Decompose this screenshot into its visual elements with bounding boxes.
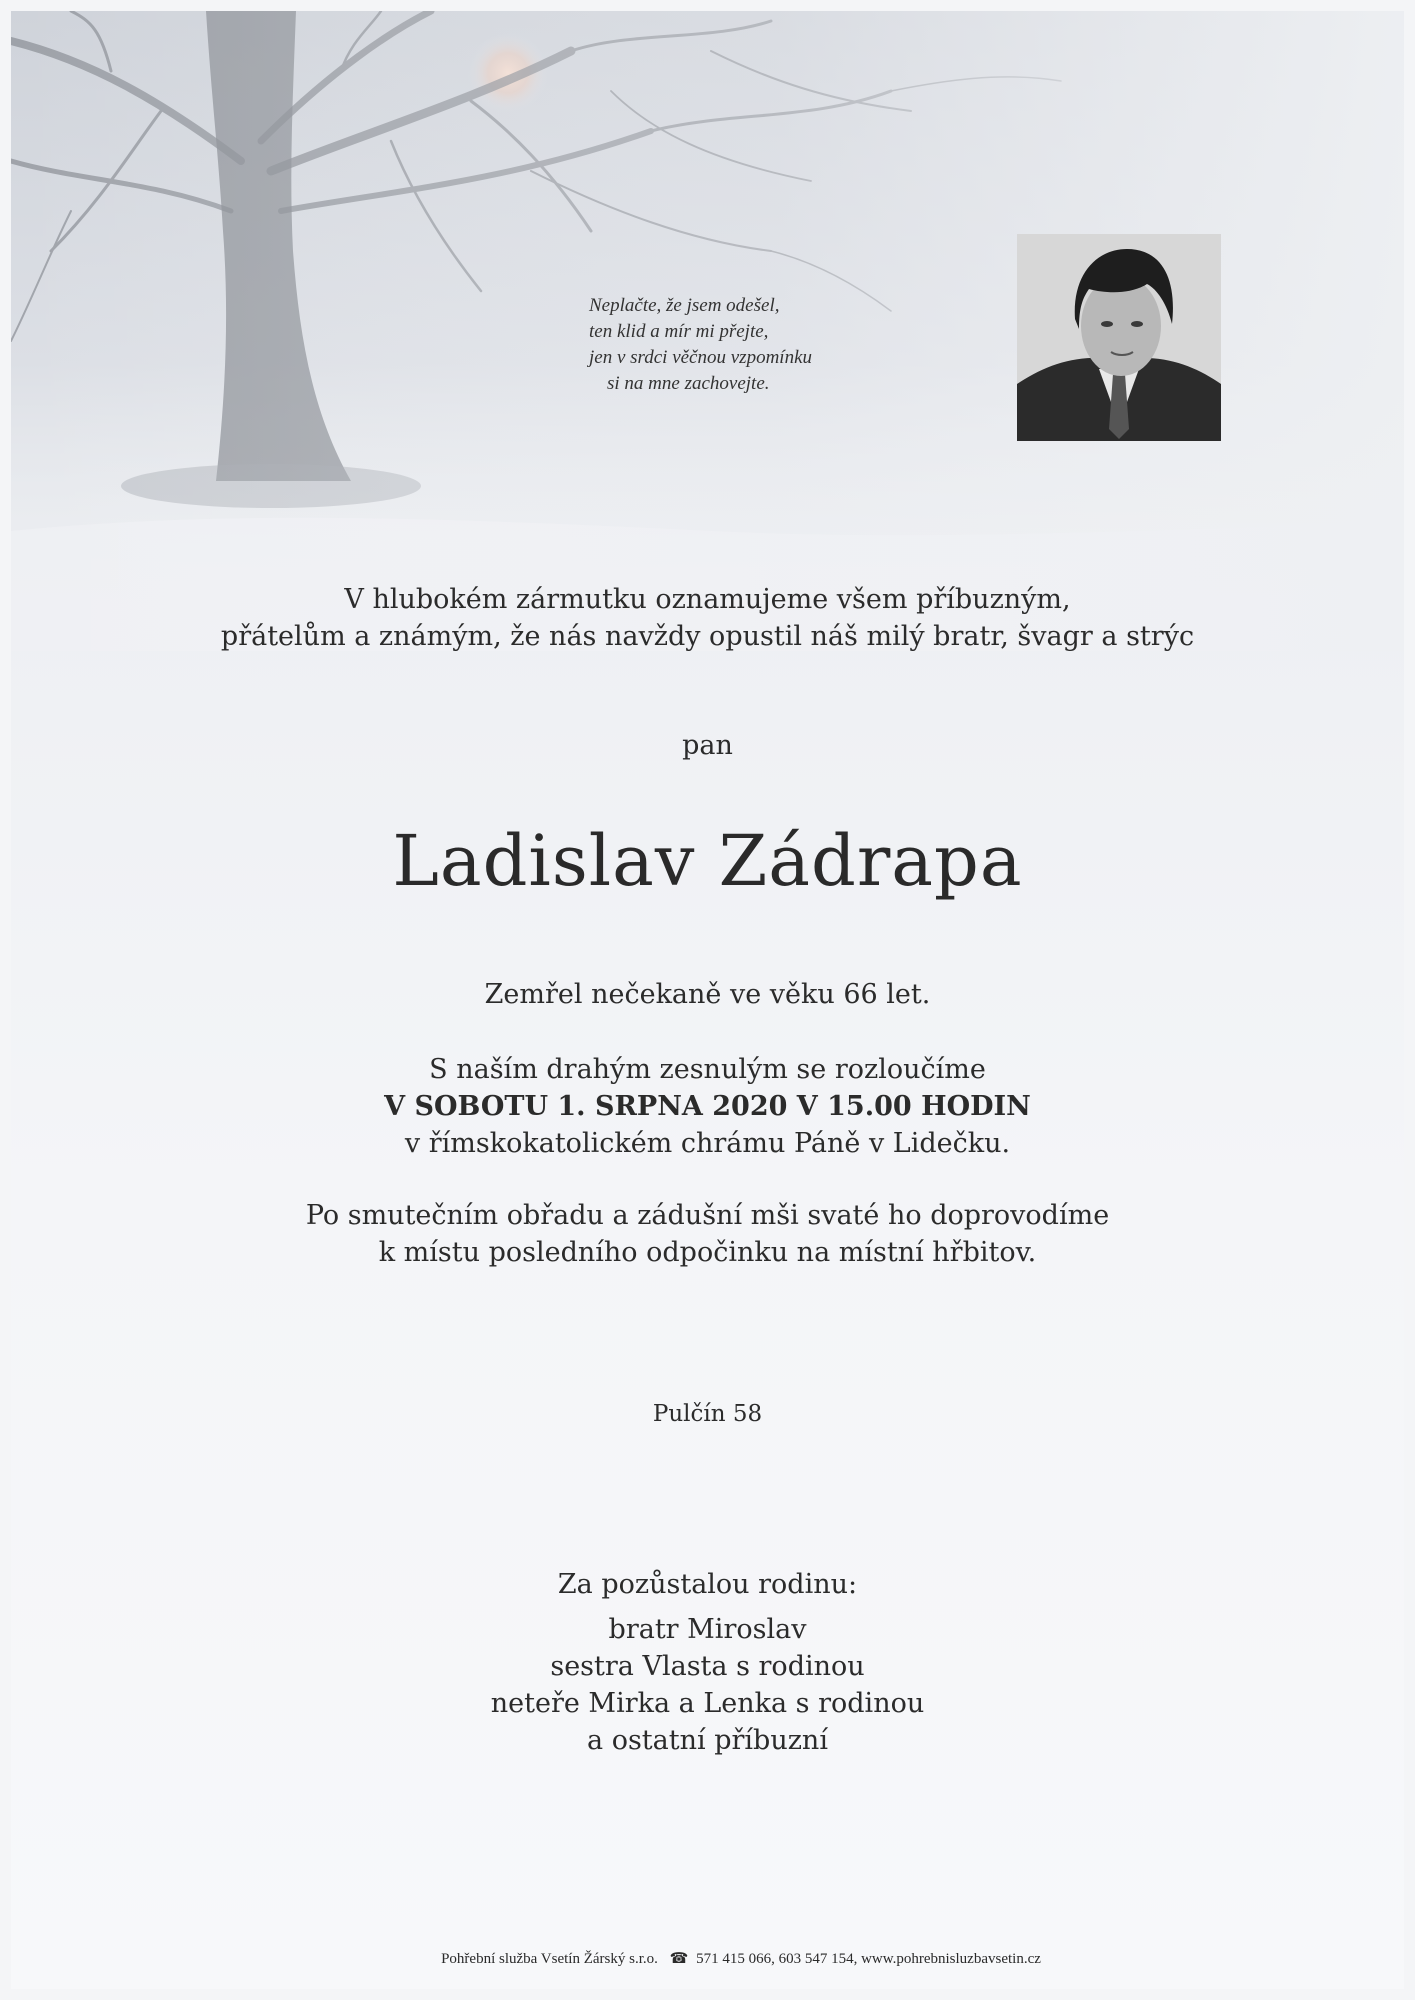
family-heading: Za pozůstalou rodinu: [557,1569,858,1600]
family-signature [11,1566,1404,1759]
portrait-icon [1017,234,1221,441]
farewell-place: v římskokatolickém chrámu Páně v Lidečku. [404,1128,1011,1159]
salutation: pan [682,730,733,761]
family-member: a ostatní příbuzní [587,1725,828,1756]
footer-website[interactable]: www.pohrebnisluzbavsetin.cz [861,1951,1041,1967]
poem-line: si na mne zachovejte. [607,373,770,394]
farewell-info [11,1051,1404,1162]
announcement-line: V hlubokém zármutku oznamujeme všem příbuzným, [344,584,1071,615]
funeral-service-footer [361,1949,1121,1968]
ceremony-line: k místu posledního odpočinku na místní hřbitov. [378,1237,1037,1268]
address: Pulčín 58 [652,1401,763,1427]
footer-phones: 571 415 066, 603 547 154, [696,1951,858,1967]
portrait-photo [1017,234,1221,441]
farewell-date-time: V SOBOTU 1. SRPNA 2020 V 15.00 HODIN [384,1091,1031,1122]
poem-line: ten klid a mír mi přejte, [589,321,769,342]
parte-sheet [11,11,1404,1989]
farewell-line: S naším drahým zesnulým se rozloučíme [429,1054,986,1085]
poem-quote [589,293,929,397]
ceremony-line: Po smutečním obřadu a zádušní mši svaté ho doprovodíme [305,1200,1110,1231]
deceased-name: Ladislav Zádrapa [392,820,1023,902]
poem-line: Neplačte, že jsem odešel, [589,295,780,316]
family-member: sestra Vlasta s rodinou [550,1651,865,1682]
announcement-line: přátelům a známým, že nás navždy opustil náš milý bratr, švagr a strýc [220,621,1195,652]
footer-company: Pohřební služba Vsetín Žárský s.r.o. [441,1951,658,1967]
announcement [11,581,1404,655]
family-member: neteře Mirka a Lenka s rodinou [490,1688,925,1719]
phone-icon: ☎ [669,1951,689,1967]
family-member: bratr Miroslav [608,1614,807,1645]
death-note: Zemřel nečekaně ve věku 66 let. [484,979,931,1010]
poem-line: jen v srdci věčnou vzpomínku [589,347,812,368]
ceremony-info [11,1197,1404,1271]
